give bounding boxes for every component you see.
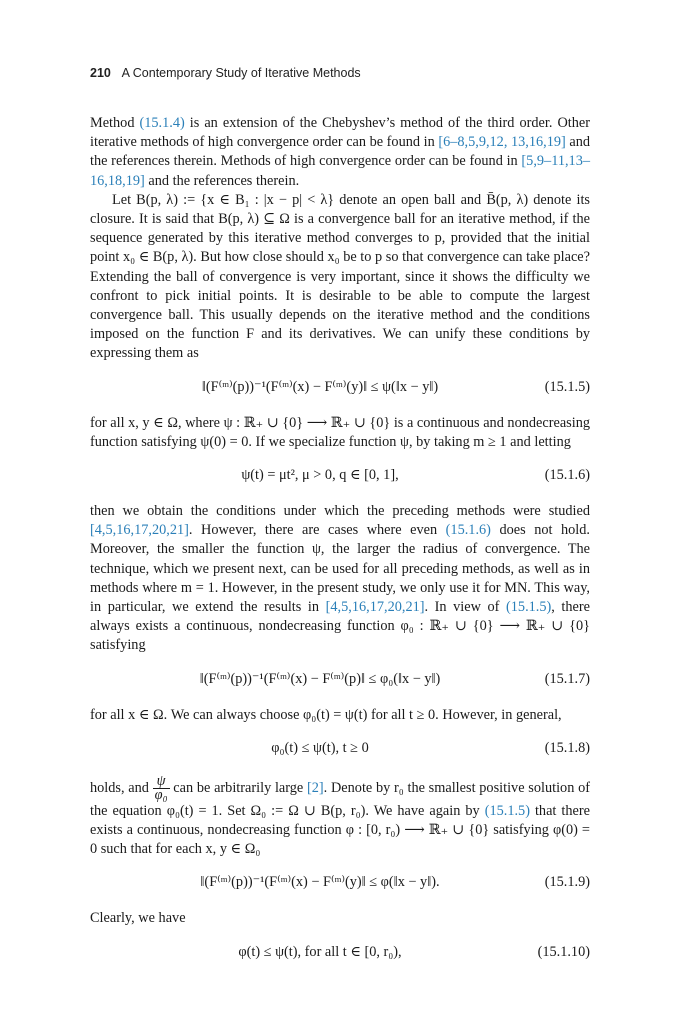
equation-reference-link[interactable]: (15.1.5) (484, 802, 530, 819)
citation-link[interactable]: [2] (307, 779, 324, 796)
paragraph-1: Method (15.1.4) is an extension of the Chebyshev’s method of the third order. Other iterative methods of high convergence order can be found in [6–8,5,9,12, 13,16,19] and the references therein. Methods of high convergence order can be found in [5,9–11,13–16,18,19] and the references therein. (90, 115, 591, 189)
citation-link[interactable]: [5,9–11,13–16,18,19] (90, 153, 590, 189)
fraction-psi-over-phi0 (153, 772, 170, 803)
book-title: A Contemporary Study of Iterative Methods (121, 66, 361, 80)
equation-body: ‖(F⁽ᵐ⁾(p))⁻¹(F⁽ᵐ⁾(x) − F⁽ᵐ⁾(y)‖ ≤ ψ(‖x − y‖) (201, 378, 439, 395)
equation-number: (15.1.8) (544, 739, 590, 756)
paragraph-4: then we obtain the conditions under which the preceding methods were studied [4,5,16,17,20,21]. However, there are cases where even (15.1.6) does not hold. Moreover, the smaller the function ψ, the larger the radius of convergence. The technique, which we present next, can be used for all preceding methods, as well as in methods where m = 1. However, in the present study, we only use it for MN. This way, in particular, we extend the results in [4,5,16,17,20,21]. In view of (15.1.5), there always exists a continuous, nondecreasing function φ₀ : ℝ₊ ∪ {0} ⟶ ℝ₊ ∪ {0} satisfying (90, 503, 591, 654)
page-body (90, 114, 590, 979)
paragraph-2: Let B(p, λ) := {x ∈ B₁ : |x − p| < λ} denote an open ball and B̄(p, λ) denote its closure. It is said that B(p, λ) ⊆ Ω is a convergence ball for an iterative method, if the sequence generated by this iterative method converges to p, provided that the initial point x₀ ∈ B(p, λ). But how close should x₀ be to p so that convergence can take place? Extending the ball of convergence is very important, since it shows the difficulty we confront to pick initial points. It is desirable to be able to compute the largest convergence ball. This usually depends on the iterative method and the conditions imposed on the function F and its derivatives. We can unify these conditions by expressing them as (90, 191, 590, 362)
paragraph-7: Clearly, we have (90, 910, 186, 927)
running-header (90, 66, 361, 80)
citation-link[interactable]: [4,5,16,17,20,21] (325, 599, 425, 616)
equation-15-1-9 (90, 873, 590, 894)
fraction-denominator: φ₀ (154, 786, 168, 803)
equation-body: φ(t) ≤ ψ(t), for all t ∈ [0, r₀), (238, 943, 402, 960)
equation-body: ‖(F⁽ᵐ⁾(p))⁻¹(F⁽ᵐ⁾(x) − F⁽ᵐ⁾(p)‖ ≤ φ₀(‖x − y‖) (199, 670, 441, 687)
equation-number: (15.1.5) (544, 378, 590, 395)
equation-15-1-7 (90, 670, 590, 691)
equation-reference-link[interactable]: (15.1.4) (139, 115, 185, 131)
equation-body: ‖(F⁽ᵐ⁾(p))⁻¹(F⁽ᵐ⁾(x) − F⁽ᵐ⁾(y)‖ ≤ φ(‖x − y‖). (200, 874, 440, 891)
paragraph-5: for all x ∈ Ω. We can always choose φ₀(t) = ψ(t) for all t ≥ 0. However, in general, (90, 706, 562, 723)
equation-15-1-8 (90, 739, 590, 760)
equation-15-1-5 (90, 378, 590, 399)
equation-number: (15.1.9) (544, 874, 590, 891)
page-number: 210 (90, 66, 111, 80)
equation-15-1-6 (90, 466, 590, 487)
paragraph-6: holds, and $\frac{\psi}{\text{φ₀}}$ can be arbitrarily large [2]. Denote by r₀ the smallest positive solution of the equation φ₀(t) = 1. Set Ω₀ := Ω ∪ B(p, r₀). We have again by (15.1.5) that there exists a continuous, nondecreasing function φ : [0, r₀) ⟶ ℝ₊ ∪ {0} satisfying φ(0) = 0 such that for each x, y ∈ Ω₀ (90, 772, 590, 858)
citation-link[interactable]: [6–8,5,9,12, 13,16,19] (438, 134, 566, 151)
equation-reference-link[interactable]: (15.1.5) (506, 599, 552, 616)
equation-body: φ₀(t) ≤ ψ(t), t ≥ 0 (271, 739, 369, 756)
equation-15-1-10 (90, 943, 590, 964)
equation-number: (15.1.10) (537, 943, 590, 960)
fraction-numerator: ψ (153, 775, 170, 789)
citation-link[interactable]: [4,5,16,17,20,21] (90, 522, 189, 539)
equation-number: (15.1.7) (544, 670, 590, 687)
equation-reference-link[interactable]: (15.1.6) (445, 522, 491, 539)
equation-number: (15.1.6) (544, 467, 590, 484)
equation-body: ψ(t) = μt², μ > 0, q ∈ [0, 1], (241, 467, 399, 484)
paragraph-3: for all x, y ∈ Ω, where ψ : ℝ₊ ∪ {0} ⟶ ℝ₊ ∪ {0} is a continuous and nondecreasing function satisfying ψ(0) = 0. If we specialize function ψ, by taking m ≥ 1 and letting (90, 414, 590, 450)
